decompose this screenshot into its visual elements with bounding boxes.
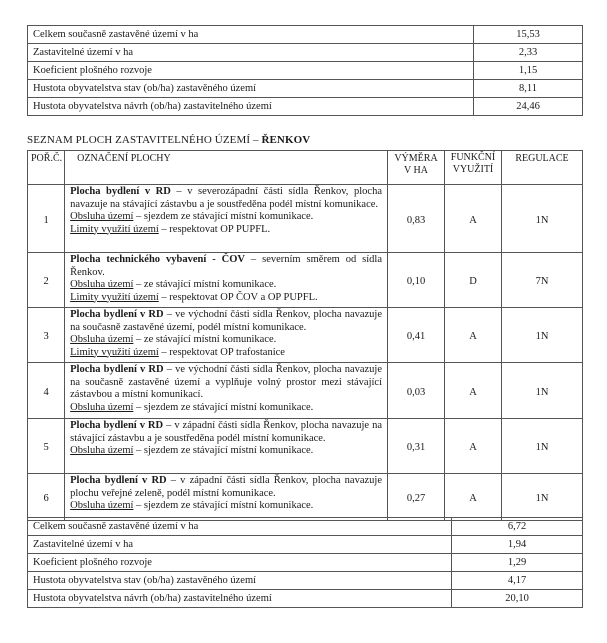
service-label: Obsluha území xyxy=(70,211,134,222)
summary-value: 8,11 xyxy=(474,80,583,98)
plot-description: – ve východní části sídla Řenkov, plocha navazuje na současně zastavěné území, podél místní komunikace. xyxy=(70,309,383,333)
summary-value: 1,29 xyxy=(452,554,583,572)
summary-value: 1,94 xyxy=(452,536,583,554)
row-function: A xyxy=(445,308,502,363)
summary-label: Hustota obyvatelstva stav (ob/ha) zastavěného území xyxy=(28,572,452,590)
summary-table-top xyxy=(27,25,583,116)
limits-text: – respektovat OP trafostanice xyxy=(158,346,285,358)
plot-description: – severním směrem od sídla Řenkov. xyxy=(70,254,382,278)
service-line xyxy=(70,279,382,292)
plot-designation xyxy=(65,308,388,363)
plot-title: Plocha bydlení v RD xyxy=(70,186,171,197)
plot-description: – v západní části sídla Řenkov, plocha navazuje na stávající zástavbu a je soustředěna podél místní komunikace. xyxy=(70,420,382,444)
service-label: Obsluha území xyxy=(70,500,134,511)
header-name: OZNAČENÍ PLOCHY xyxy=(65,151,388,185)
summary-label: Zastavitelné území v ha xyxy=(28,536,452,554)
summary-value: 15,53 xyxy=(474,26,583,44)
plot-description: – v severozápadní části sídla Řenkov, plocha navazuje na stávající zástavbu a je soustředěna podél místní komunikace. xyxy=(70,186,382,210)
plot-designation xyxy=(65,253,388,308)
table-header-row xyxy=(28,151,583,185)
row-number: 4 xyxy=(28,363,65,419)
table-row xyxy=(28,363,583,419)
row-regulation: 1N xyxy=(502,185,583,253)
row-area: 0,31 xyxy=(388,419,445,474)
row-area: 0,27 xyxy=(388,474,445,521)
plot-title: Plocha technického vybavení - ČOV xyxy=(70,254,245,265)
summary-value: 4,17 xyxy=(452,572,583,590)
summary-value: 1,15 xyxy=(474,62,583,80)
service-line xyxy=(70,211,382,224)
row-function: D xyxy=(445,253,502,308)
limits-line xyxy=(70,347,382,360)
row-regulation: 1N xyxy=(502,308,583,363)
row-area: 0,03 xyxy=(388,363,445,419)
row-regulation: 7N xyxy=(502,253,583,308)
row-regulation: 1N xyxy=(502,419,583,474)
summary-row xyxy=(28,518,583,536)
row-function: A xyxy=(445,363,502,419)
summary-label: Celkem současně zastavěné území v ha xyxy=(28,518,452,536)
summary-row xyxy=(28,62,583,80)
table-row xyxy=(28,474,583,521)
limits-label: Limity využití území xyxy=(70,223,159,235)
row-function: A xyxy=(445,419,502,474)
summary-row xyxy=(28,554,583,572)
summary-label: Hustota obyvatelstva stav (ob/ha) zastavěného území xyxy=(28,80,474,98)
service-line xyxy=(70,445,382,458)
section-title xyxy=(27,134,310,146)
table-row xyxy=(28,419,583,474)
row-function: A xyxy=(445,474,502,521)
summary-table-bottom xyxy=(27,517,583,608)
service-text: – sjezdem ze stávající místní komunikace. xyxy=(133,211,314,222)
limits-label: Limity využití území xyxy=(70,291,159,303)
summary-row xyxy=(28,44,583,62)
service-line xyxy=(70,402,382,415)
service-text: – sjezdem ze stávající místní komunikace. xyxy=(133,445,314,456)
table-row xyxy=(28,308,583,363)
plot-title: Plocha bydlení v RD xyxy=(70,420,164,431)
summary-label: Zastavitelné území v ha xyxy=(28,44,474,62)
summary-label: Celkem současně zastavěné území v ha xyxy=(28,26,474,44)
summary-row xyxy=(28,572,583,590)
plot-description: – v západní části sídla Řenkov, plocha navazuje plochu veřejné zeleně, podél místní komunikace. xyxy=(70,475,382,499)
row-area: 0,83 xyxy=(388,185,445,253)
row-number: 6 xyxy=(28,474,65,521)
header-reg: REGULACE xyxy=(502,151,583,185)
section-title-prefix: SEZNAM PLOCH ZASTAVITELNÉHO ÚZEMÍ – xyxy=(27,134,262,146)
service-line xyxy=(70,500,382,513)
header-area: VÝMĚRA V HA xyxy=(388,151,445,185)
row-number: 5 xyxy=(28,419,65,474)
summary-value: 2,33 xyxy=(474,44,583,62)
service-text: – sjezdem ze stávající místní komunikace. xyxy=(133,401,314,413)
summary-row xyxy=(28,98,583,116)
limits-line xyxy=(70,224,382,237)
row-regulation: 1N xyxy=(502,474,583,521)
service-label: Obsluha území xyxy=(70,445,134,456)
service-text: – ze stávající místní komunikace. xyxy=(133,279,277,290)
summary-label: Hustota obyvatelstva návrh (ob/ha) zastavitelného území xyxy=(28,98,474,116)
row-function: A xyxy=(445,185,502,253)
row-number: 2 xyxy=(28,253,65,308)
table-row xyxy=(28,253,583,308)
row-area: 0,41 xyxy=(388,308,445,363)
row-number: 1 xyxy=(28,185,65,253)
service-text: – sjezdem ze stávající místní komunikace. xyxy=(133,500,314,511)
plot-designation xyxy=(65,474,388,521)
service-line xyxy=(70,334,382,347)
plot-title: Plocha bydlení v RD xyxy=(70,475,167,486)
plot-designation xyxy=(65,185,388,253)
row-regulation: 1N xyxy=(502,363,583,419)
header-func: FUNKČNÍ VYUŽITÍ xyxy=(445,151,502,185)
limits-line xyxy=(70,292,382,305)
row-number: 3 xyxy=(28,308,65,363)
summary-label: Hustota obyvatelstva návrh (ob/ha) zastavitelného území xyxy=(28,590,452,608)
summary-row xyxy=(28,536,583,554)
summary-label: Koeficient plošného rozvoje xyxy=(28,554,452,572)
summary-row xyxy=(28,590,583,608)
service-label: Obsluha území xyxy=(70,401,134,413)
summary-value: 6,72 xyxy=(452,518,583,536)
row-area: 0,10 xyxy=(388,253,445,308)
limits-text: – respektovat OP ČOV a OP PUPFL. xyxy=(158,291,318,303)
service-label: Obsluha území xyxy=(70,334,134,345)
service-label: Obsluha území xyxy=(70,279,134,290)
section-title-name: ŘENKOV xyxy=(261,134,311,146)
summary-value: 20,10 xyxy=(452,590,583,608)
plot-designation xyxy=(65,363,388,419)
summary-row xyxy=(28,26,583,44)
plots-table xyxy=(27,150,583,521)
limits-text: – respektovat OP PUPFL. xyxy=(158,223,271,235)
plot-title: Plocha bydlení v RD xyxy=(70,364,164,375)
plot-description: – ve východní části sídla Řenkov, plocha navazuje na současně zastavěné území a vyplňuje volný prostor mezi stávající zástavbou a místní komunikací. xyxy=(70,364,383,400)
plot-title: Plocha bydlení v RD xyxy=(70,309,164,320)
summary-row xyxy=(28,80,583,98)
limits-label: Limity využití území xyxy=(70,346,159,358)
header-num: POŘ.Č. xyxy=(28,151,65,185)
summary-label: Koeficient plošného rozvoje xyxy=(28,62,474,80)
summary-value: 24,46 xyxy=(474,98,583,116)
service-text: – ze stávající místní komunikace. xyxy=(133,334,277,345)
table-row xyxy=(28,185,583,253)
plot-designation xyxy=(65,419,388,474)
